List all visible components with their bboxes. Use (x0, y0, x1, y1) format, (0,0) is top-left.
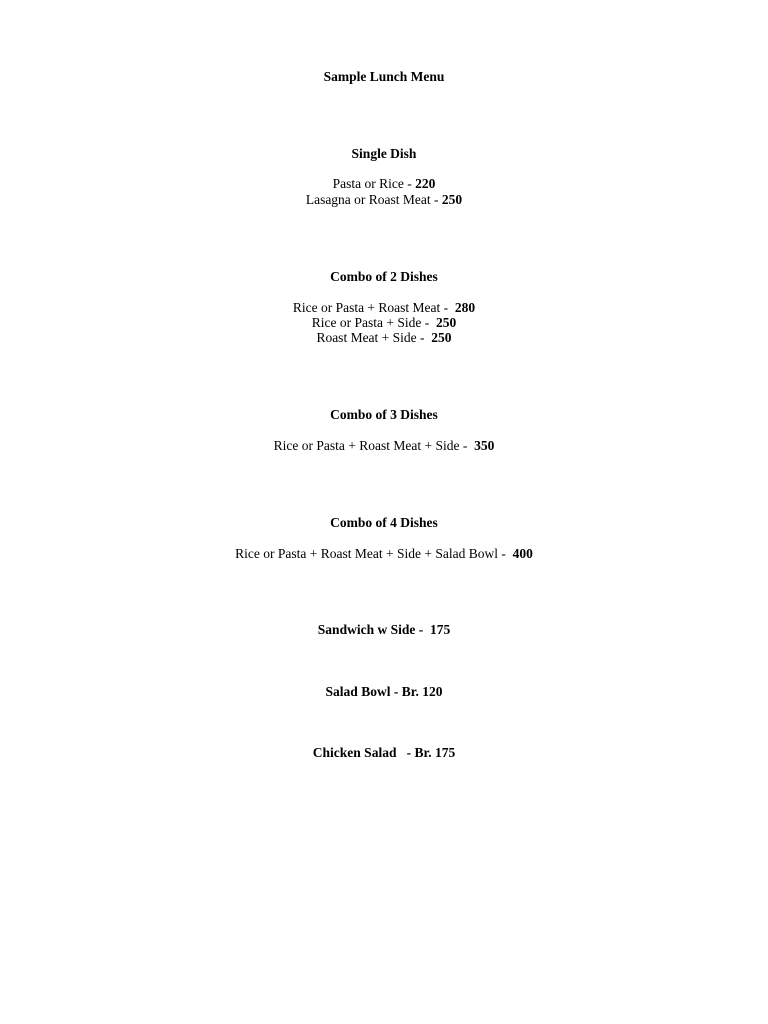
menu-item (0, 315, 768, 330)
menu-title: Sample Lunch Menu (323, 69, 445, 84)
item-price: 220 (415, 176, 436, 191)
item-name: Rice or Pasta + Roast Meat - (292, 300, 455, 315)
item-name: Rice or Pasta + Roast Meat + Side + Salad Bowl - (235, 546, 513, 561)
menu-item (0, 330, 768, 345)
item-price: 400 (512, 546, 533, 561)
section-heading-single-dish: Single Dish (351, 146, 417, 161)
item-price: 350 (474, 438, 495, 453)
menu-item (0, 176, 768, 191)
special-chicken-salad: Chicken Salad - Br. 175 (312, 745, 456, 760)
item-name: Pasta or Rice - (332, 176, 416, 191)
item-name: Roast Meat + Side - (316, 330, 432, 345)
special-salad-bowl: Salad Bowl - Br. 120 (325, 684, 443, 699)
item-price: 280 (454, 300, 476, 315)
menu-item (0, 546, 768, 561)
item-price: 250 (441, 192, 463, 207)
section-heading-combo-4: Combo of 4 Dishes (330, 515, 438, 530)
menu-item (0, 300, 768, 315)
menu-item (0, 438, 768, 453)
item-name: Rice or Pasta + Side - (311, 315, 436, 330)
section-heading-combo-2: Combo of 2 Dishes (330, 269, 438, 284)
item-name: Rice or Pasta + Roast Meat + Side - (273, 438, 475, 453)
item-name: Lasagna or Roast Meat - (305, 192, 442, 207)
section-heading-combo-3: Combo of 3 Dishes (330, 407, 438, 422)
item-price: 250 (431, 330, 452, 345)
special-sandwich: Sandwich w Side - 175 (317, 622, 451, 637)
menu-item (0, 192, 768, 207)
item-price: 250 (435, 315, 457, 330)
